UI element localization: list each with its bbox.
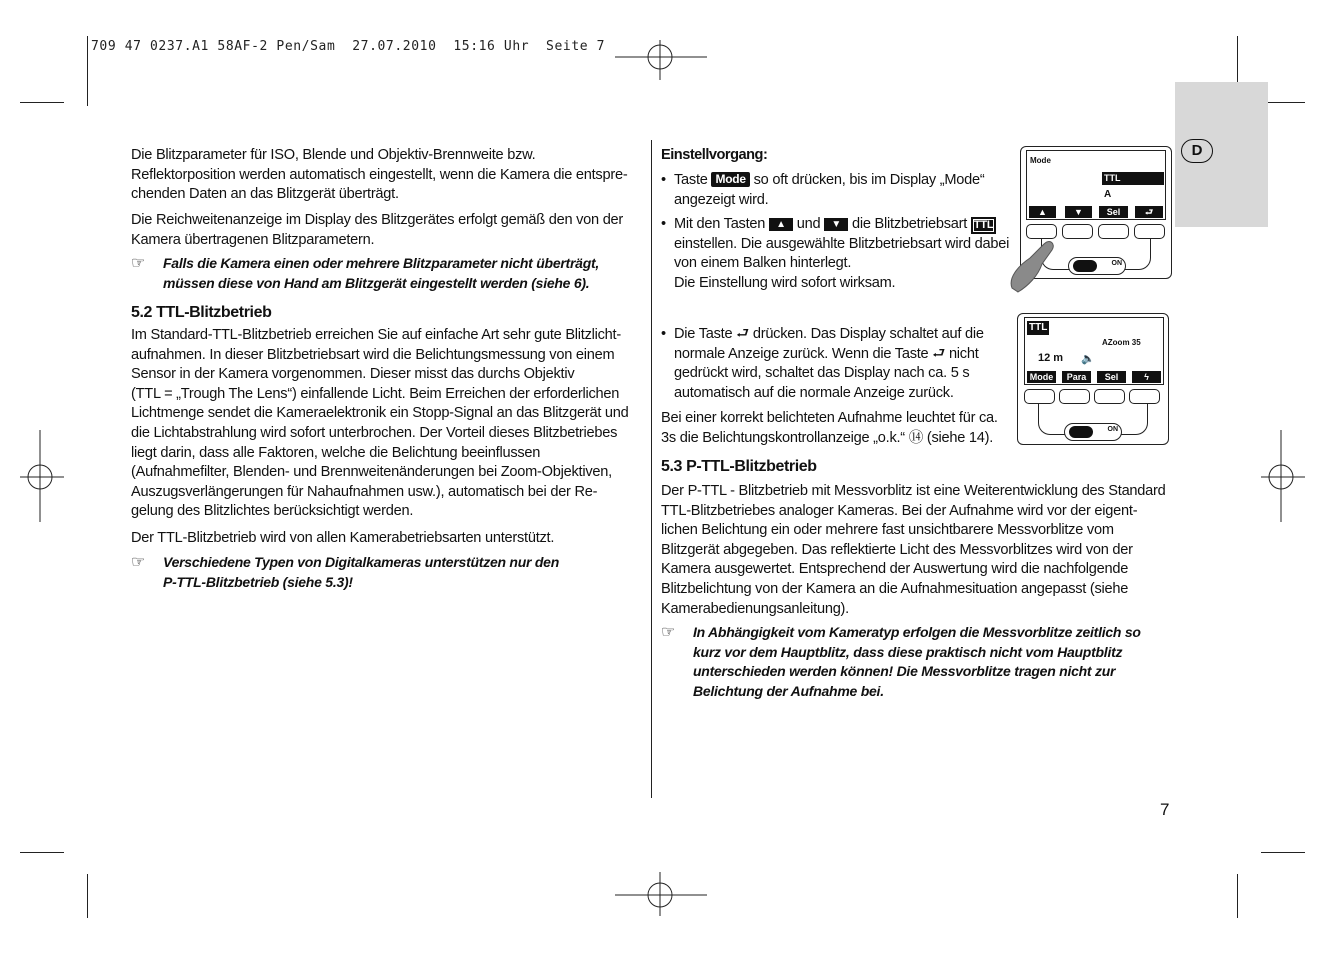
return-key-icon: ⮐ [736, 326, 750, 342]
panel-button-4[interactable] [1129, 389, 1160, 404]
return-key-icon: ⮐ [932, 345, 946, 362]
step-ttl: • Mit den Tasten ▲ und ▼ die Blitzbetriebsart TTL einstellen. Die ausgewählte Blitzbetriebsart wird dabei von einem Balken hinterlegt. Die Einstellung wird sofort wirksam. [661, 216, 1010, 291]
registration-mark-bottom [615, 872, 707, 916]
pointing-hand-icon: ☞ [131, 255, 146, 272]
note-digital: ☞ Verschiedene Typen von Digitalkameras unterstützen nur den P-TTL-Blitzbetrieb (siehe 5.3)! [131, 553, 641, 592]
panel-button-3[interactable] [1098, 224, 1129, 239]
lcd-display [1024, 317, 1164, 385]
crop-mark [1237, 874, 1238, 918]
soft-key-up-icon: ▲ [1029, 206, 1056, 218]
heading-pttl: 5.3 P-TTL-Blitzbetrieb [661, 458, 817, 475]
soft-key-down-icon: ▼ [1065, 206, 1092, 218]
crop-mark [87, 36, 88, 106]
switch-knob [1073, 260, 1097, 272]
switch-knob [1069, 426, 1093, 438]
registration-mark-right [1261, 430, 1305, 522]
soft-key-sel: Sel [1097, 371, 1126, 383]
heading-einstellvorgang: Einstellvorgang: [661, 147, 768, 163]
registration-mark-top [615, 38, 707, 82]
soft-key-flash-icon: ϟ [1132, 371, 1161, 383]
pointing-hand-icon: ☞ [661, 624, 676, 641]
power-switch[interactable] [1064, 423, 1122, 441]
crop-mark [87, 874, 88, 918]
lcd-range: 12 m [1038, 352, 1064, 364]
lcd-option-ttl-selected: TTL [1102, 172, 1164, 185]
paragraph-support: Der TTL-Blitzbetrieb wird von allen Kamerabetriebsarten unterstützt. [131, 530, 555, 546]
soft-key-para: Para [1062, 371, 1091, 383]
mode-key-icon: Mode [711, 172, 749, 187]
panel-button-1[interactable] [1024, 389, 1055, 404]
panel-button-4[interactable] [1134, 224, 1165, 239]
step-mode: • Taste Mode so oft drücken, bis im Display „Mode“ angezeigt wird. [661, 172, 985, 208]
panel-button-2[interactable] [1062, 224, 1093, 239]
column-divider [651, 140, 652, 798]
down-arrow-key-icon: ▼ [824, 218, 848, 231]
step-return: • Die Taste ⮐ drücken. Das Display schaltet auf die normale Anzeige zurück. Wenn die Taste ⮐ nicht gedrückt wird, schaltet das Display nach ca. 5 s automatisch auf die normale Anzeige zurück. [661, 326, 984, 401]
power-switch[interactable] [1068, 257, 1126, 275]
crop-mark [1261, 852, 1305, 853]
registration-mark-left [20, 430, 64, 522]
print-header: 709 47 0237.A1 58AF-2 Pen/Sam 27.07.2010 15:16 Uhr Seite 7 [91, 39, 606, 54]
lcd-zoom: AZoom 35 [1102, 338, 1141, 347]
paragraph-pttl: Der P-TTL - Blitzbetrieb mit Messvorblitz ist eine Weiterentwicklung des Standard TTL-Blitzbetriebes analoger Kameras. Bei der Aufnahme wird vor der eigent- lichen Belichtung ein oder mehrere fast unsichtbarere Messvorblitze vom Blitzgerät abgegeben. Das reflektierte Licht des Messvorblitzes wird von der Kamera ausgewertet. Entsprechend der Auswertung wird die nachfolgende Blitzbelichtung von der Kamera an die Aufnahmesituation angepasst (siehe Kamerabedienungsanleitung). [661, 483, 1166, 617]
crop-mark [20, 852, 64, 853]
note-parameter: ☞ Falls die Kamera einen oder mehrere Blitzparameter nicht überträgt, müssen diese von Hand am Blitzgerät eingestellt werden (siehe 6). [131, 254, 641, 293]
page-number: 7 [1160, 800, 1170, 819]
language-tab-letter: D [1181, 139, 1213, 163]
paragraph-ttl: Im Standard-TTL-Blitzbetrieb erreichen Sie auf einfache Art sehr gute Blitzlicht- aufnahmen. In dieser Blitzbetriebsart wird die Belichtungsmessung von einem Sensor in der Kamera vorgenommen. Dieser misst das durchs Objektiv (TTL = „Trough The Lens“) einfallende Licht. Beim Erreichen der erforderlichen Lichtmenge sendet die Kameraelektronik ein Stopp-Signal an das Blitzgerät und die Lichtabstrahlung wird sofort unterbrochen. Der Vorteil dieses Blitzbetriebes liegt darin, dass alle Faktoren, welche die Belichtung beeinflussen (Aufnahmefilter, Blenden- und Brennweitenänderungen bei Zoom-Objektiven, Auszugsverlängerungen für Nahaufnahmen usw.), automatisch bei der Re- gelung des Blitzlichtes berücksichtigt werden. [131, 327, 629, 520]
lcd-display [1026, 150, 1166, 220]
note-messvorblitz: ☞ In Abhängigkeit vom Kameratyp erfolgen die Messvorblitze zeitlich so kurz vor dem Hauptblitz, dass diese praktisch nicht vom Hauptblitz unterschieden werden können! Die Messvorblitze tragen nicht zur Belichtung der Aufnahme bei. [661, 623, 1181, 701]
flash-panel-normal [1017, 313, 1169, 445]
pointing-hand-icon: ☞ [131, 554, 146, 571]
lcd-ttl-icon: TTL [1029, 322, 1048, 333]
soft-key-sel: Sel [1099, 206, 1128, 218]
panel-button-3[interactable] [1094, 389, 1125, 404]
up-arrow-key-icon: ▲ [769, 218, 793, 231]
ttl-mode-icon: TTL [971, 217, 996, 234]
heading-ttl: 5.2 TTL-Blitzbetrieb [131, 304, 272, 321]
paragraph-ok: Bei einer korrekt belichteten Aufnahme leuchtet für ca. 3s die Belichtungskontrollanzeige „o.k.“ ⑭ (siehe 14). [661, 410, 998, 446]
speaker-icon: 🔈 [1081, 353, 1095, 365]
panel-button-2[interactable] [1059, 389, 1090, 404]
lcd-option-a: A [1104, 189, 1112, 200]
lcd-mode-title: Mode [1030, 156, 1051, 165]
soft-key-mode: Mode [1027, 371, 1056, 383]
switch-on-label: ON [1107, 426, 1118, 433]
switch-on-label: ON [1111, 260, 1122, 267]
crop-mark [20, 102, 64, 103]
pressing-finger-icon [1004, 236, 1056, 296]
soft-key-return-icon: ⮐ [1135, 206, 1163, 218]
paragraph-reichweite: Die Reichweitenanzeige im Display des Blitzgerätes erfolgt gemäß den von der Kamera übertragenen Blitzparametern. [131, 212, 624, 248]
paragraph-blitzparameter: Die Blitzparameter für ISO, Blende und Objektiv-Brennweite bzw. Reflektorposition werden automatisch eingestellt, wenn die Kamera die entspre- chenden Daten an das Blitzgerät überträgt. [131, 147, 628, 203]
